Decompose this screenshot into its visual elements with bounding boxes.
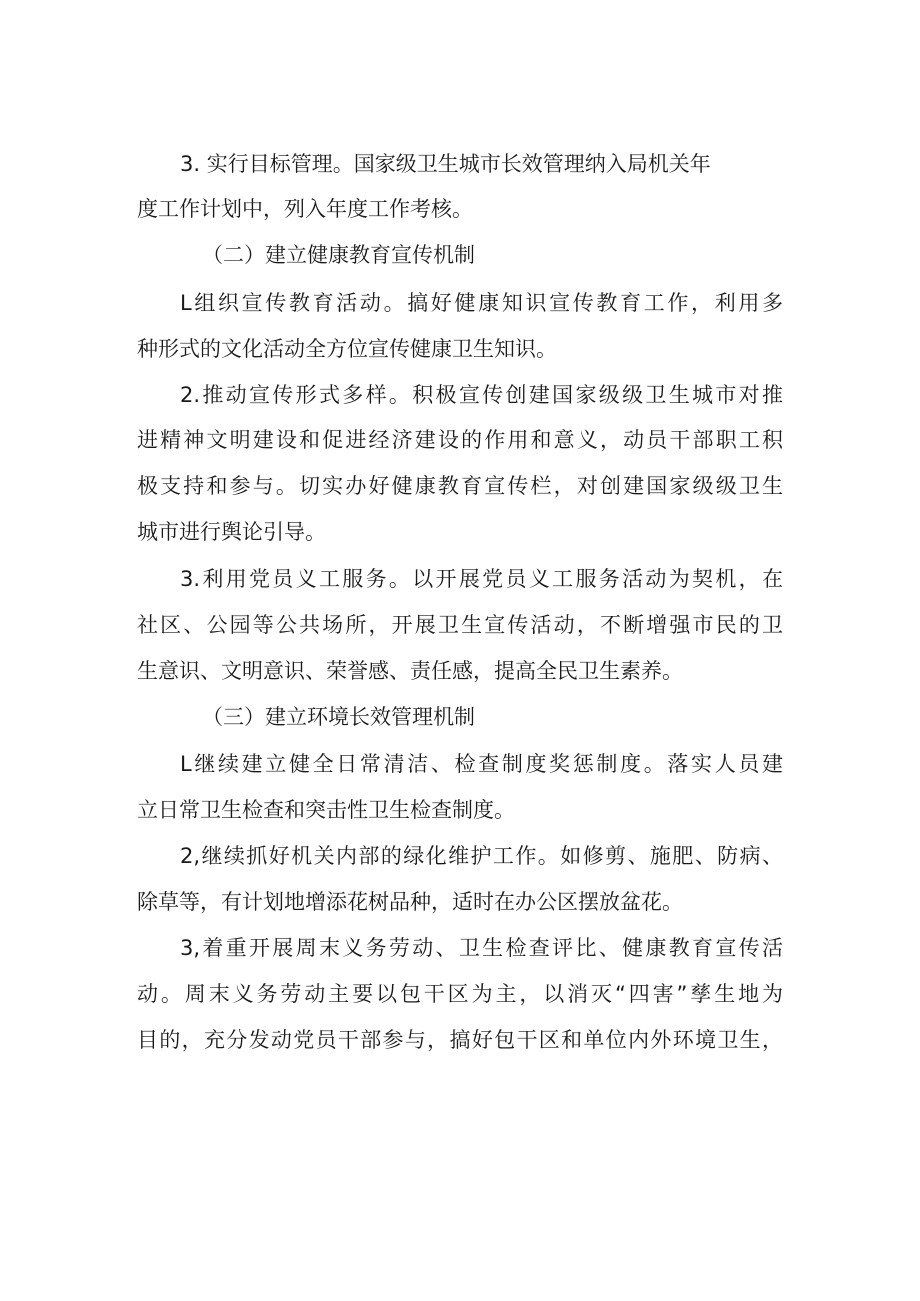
paragraph-line: 3,着重开展周末义务劳动、卫生检查评比、健康教育宣传活 bbox=[180, 936, 783, 960]
paragraph-line: L继续建立健全日常清洁、检查制度奖惩制度。落实人员建 bbox=[180, 752, 783, 776]
paragraph-line: L组织宣传教育活动。搞好健康知识宣传教育工作，利用多 bbox=[180, 291, 783, 315]
paragraph-line: 2,继续抓好机关内部的绿化维护工作。如修剪、施肥、防病、 bbox=[180, 844, 783, 868]
paragraph-line: 3.利用党员义工服务。以开展党员义工服务活动为契机，在 bbox=[180, 567, 783, 591]
paragraph-line: 种形式的文化活动全方位宣传健康卫生知识。 bbox=[137, 337, 557, 361]
paragraph-line: 极支持和参与。切实办好健康教育宣传栏，对创建国家级级卫生 bbox=[137, 474, 783, 498]
section-heading: （三）建立环境长效管理机制 bbox=[202, 705, 475, 729]
paragraph-line: 除草等，有计划地增添花树品种，适时在办公区摆放盆花。 bbox=[137, 890, 683, 914]
paragraph-line: 立日常卫生检查和突击性卫生检查制度。 bbox=[137, 798, 515, 822]
paragraph-line: 生意识、文明意识、荣誉感、责任感，提高全民卫生素养。 bbox=[137, 659, 683, 683]
paragraph-line: 目的，充分发动党员干部参与，搞好包干区和单位内外环境卫生， bbox=[137, 1028, 783, 1052]
paragraph-line: 进精神文明建设和促进经济建设的作用和意义，动员干部职工积 bbox=[137, 428, 783, 452]
paragraph-line: 2.推动宣传形式多样。积极宣传创建国家级级卫生城市对推 bbox=[180, 383, 783, 407]
section-heading: （二）建立健康教育宣传机制 bbox=[202, 243, 475, 267]
paragraph-line: 动。周末义务劳动主要以包干区为主，以消灭“四害”孳生地为 bbox=[137, 982, 783, 1006]
paragraph-line: 社区、公园等公共场所，开展卫生宣传活动，不断增强市民的卫 bbox=[137, 613, 783, 637]
paragraph-line: 城市进行舆论引导。 bbox=[137, 520, 326, 544]
paragraph-line: 度工作计划中，列入年度工作考核。 bbox=[137, 197, 473, 221]
paragraph-line: 3. 实行目标管理。国家级卫生城市长效管理纳入局机关年 bbox=[180, 152, 711, 176]
